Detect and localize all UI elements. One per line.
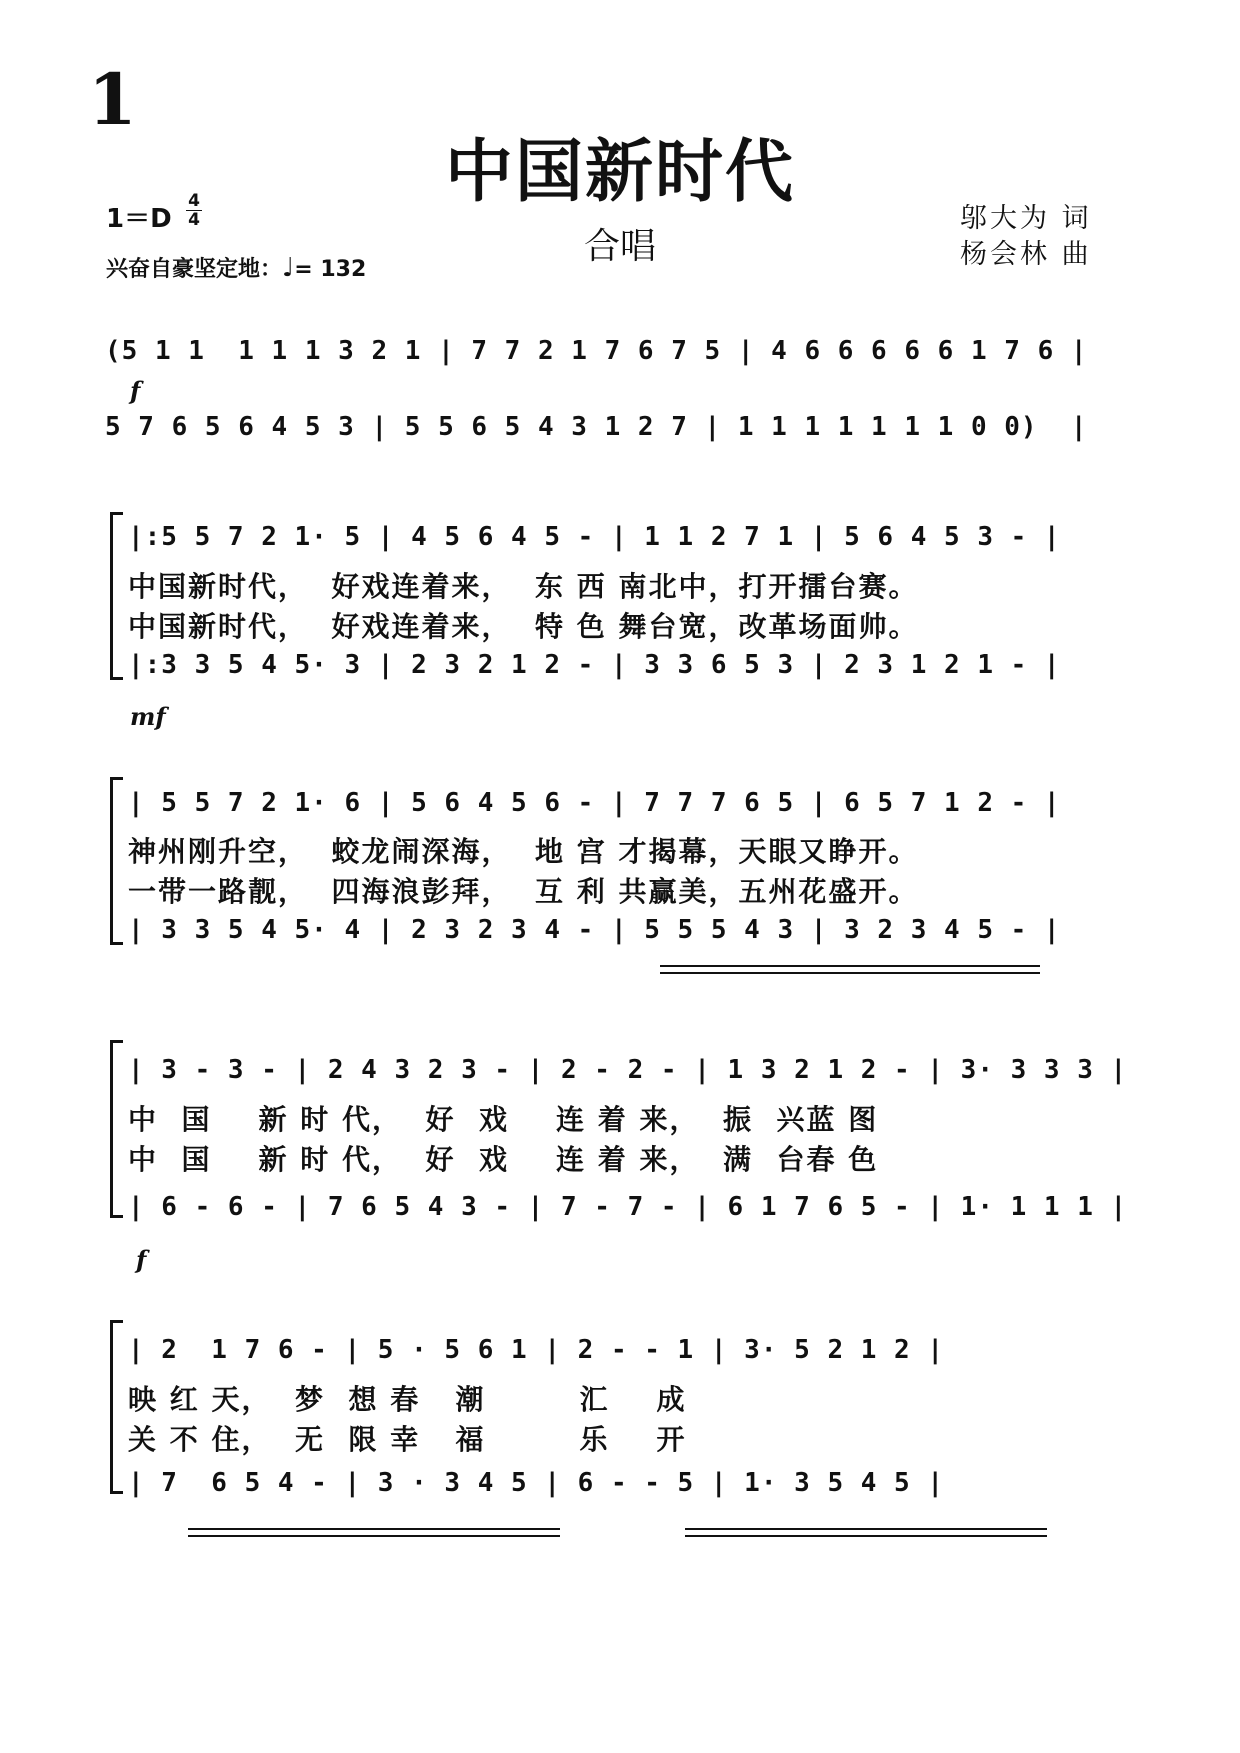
system-2-lyric-1: 神州刚升空， 蛟龙闹深海， 地 宫 才揭幕，天眼又睁开。 [128,835,919,868]
dynamic-mf: mf [130,702,166,731]
system-3-brace [110,1040,123,1218]
system-1-lyric-2: 中国新时代， 好戏连着来， 特 色 舞台宽，改革场面帅。 [128,610,919,643]
system-3-lyric-1: 中 国 新 时 代， 好 戏 连 着 来， 振 兴蓝 图 [128,1103,879,1136]
tempo-marking [106,252,366,283]
lyricist-credit: 邬大为 词 [960,203,1092,234]
divider-line [660,972,1040,974]
time-signature [186,193,202,228]
subtitle: 合唱 [583,226,656,267]
tempo-bpm: = 132 [294,257,367,282]
system-4-upper: | 2 1 7 6 - | 5 · 5 6 1 | 2 - - 1 | 3· 5 2 1 2 | [128,1335,945,1365]
divider-line [188,1535,560,1537]
divider-line [660,965,1040,967]
system-2-lower: | 3 3 5 4 5· 4 | 2 3 2 3 4 - | 5 5 5 4 3 | 3 2 3 4 5 - | [128,915,1061,945]
dynamic-f-intro: f [130,376,141,405]
page-title: 中国新时代 [444,133,795,212]
system-2-lyric-2: 一带一路靓， 四海浪彭拜， 互 利 共赢美，五州花盛开。 [128,875,919,908]
system-1-upper: |:5 5 7 2 1· 5 | 4 5 6 4 5 - | 1 1 2 7 1 | 5 6 4 5 3 - | [128,522,1061,552]
time-signature-bottom: 4 [188,210,200,230]
system-1-lyric-1: 中国新时代， 好戏连着来， 东 西 南北中，打开擂台赛。 [128,570,919,603]
tempo-text: 兴奋自豪坚定地： [106,257,283,282]
time-signature-top: 4 [188,191,200,211]
dynamic-f: f [136,1245,147,1274]
system-2-brace [110,777,123,945]
divider-line [685,1528,1047,1530]
key-signature: 1＝D [106,204,172,234]
intro-line-2: 5 7 6 5 6 4 5 3 | 5 5 6 5 4 3 1 2 7 | 1 1 1 1 1 1 1 0 0) | [105,412,1088,442]
divider-line [685,1535,1047,1537]
intro-line-1: (5 1 1 1 1 1 3 2 1 | 7 7 2 1 7 6 7 5 | 4 6 6 6 6 6 1 7 6 | [105,336,1088,366]
system-4-lyric-2: 关 不 住， 无 限 幸 福 乐 开 [128,1423,687,1456]
system-4-brace [110,1320,123,1494]
system-4-lyric-1: 映 红 天， 梦 想 春 潮 汇 成 [128,1383,687,1416]
system-1-brace [110,512,123,680]
system-2-upper: | 5 5 7 2 1· 6 | 5 6 4 5 6 - | 7 7 7 6 5 | 6 5 7 1 2 - | [128,788,1061,818]
divider-line [188,1528,560,1530]
system-4-lower: | 7 6 5 4 - | 3 · 3 4 5 | 6 - - 5 | 1· 3 5 4 5 | [128,1468,945,1498]
system-1-lower: |:3 3 5 4 5· 3 | 2 3 2 1 2 - | 3 3 6 5 3 | 2 3 1 2 1 - | [128,650,1061,680]
system-3-lower: | 6 - 6 - | 7 6 5 4 3 - | 7 - 7 - | 6 1 7 6 5 - | 1· 1 1 1 | [128,1192,1128,1222]
composer-credit: 杨会林 曲 [960,239,1092,270]
page-number: 1 [88,58,137,141]
system-3-lyric-2: 中 国 新 时 代， 好 戏 连 着 来， 满 台春 色 [128,1143,879,1176]
quarter-note-icon: ♩ [282,253,295,283]
system-3-upper: | 3 - 3 - | 2 4 3 2 3 - | 2 - 2 - | 1 3 2 1 2 - | 3· 3 3 3 | [128,1055,1128,1085]
